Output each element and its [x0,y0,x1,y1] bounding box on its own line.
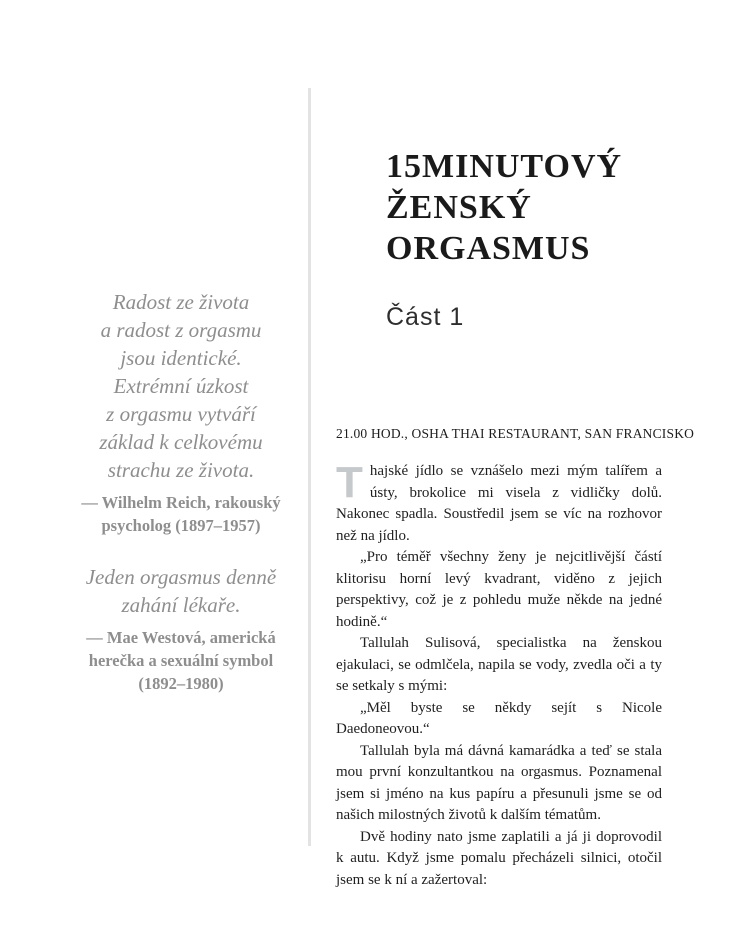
quote-line: z orgasmu vytváří [106,402,256,426]
quote-line: Extrémní úzkost [113,374,249,398]
chapter-title-line: ŽENSKÝ [386,189,532,226]
paragraph-text: hajské jídlo se vznášelo mezi mým talířem a ústy, brokolice mi visela z vidličky dolů. Nakonec spadla. Soustředil jsem se víc na rozhovor než na jídlo. [336,463,662,544]
epigraph-column [56,288,306,695]
quote-line: Jeden orgasmus denně [85,565,277,589]
drop-cap: T [336,458,363,507]
quote-line: a radost z orgasmu [100,318,262,342]
attribution-line: (1892–1980) [138,674,224,693]
quote-line: strachu ze života. [107,458,255,482]
chapter-column [336,0,695,891]
quote-line: základ k celkovému [99,430,263,454]
quote-line: jsou identické. [120,346,242,370]
body-text [336,458,662,891]
paragraph: Tallulah Sulisová, specialistka na ženskou ejakulaci, se odmlčela, napila se vody, zvedla oči a ty se setkaly s mými: [336,635,662,694]
attribution-line: — Mae Westová, americká [86,628,276,647]
paragraph: Dvě hodiny nato jsme zaplatili a já ji doprovodil k autu. Když jsme pomalu přecházeli silnici, otočil jsem se k ní a zažertoval: [336,828,662,888]
epigraph-quote [56,563,306,695]
paragraph [336,458,662,547]
epigraph-quote [56,288,306,537]
chapter-title [386,0,662,269]
paragraph: „Měl byste se někdy sejít s Nicole Daedoneovou.“ [336,699,662,737]
attribution-line: — Wilhelm Reich, rakouský [81,493,281,512]
part-label: Část 1 [386,303,465,331]
column-divider [308,88,311,846]
quote-line: zahání lékaře. [121,593,241,617]
attribution-line: psycholog (1897–1957) [101,516,261,535]
quote-attribution [56,626,306,695]
paragraph: „Pro téměř všechny ženy je nejcitlivější částí klitorisu horní levý kvadrant, viděno z jejich perspektivy, což je z pohledu muže někde na jedné hodině.“ [336,549,662,630]
paragraph: Tallulah byla má dávná kamarádka a teď se stala mou první konzultantkou na orgasmus. Poznamenal jsem si jméno na kus papíru a přesunuli jsme se od našich milostných životů k dalším tématům. [336,742,662,823]
attribution-line: herečka a sexuální symbol [88,651,274,670]
chapter-title-line: ORGASMUS [386,230,591,267]
quote-line: Radost ze života [112,290,250,314]
chapter-title-line: 15MINUTOVÝ [386,148,623,185]
quote-attribution [56,491,306,537]
section-heading: 21.00 HOD., OSHA THAI RESTAURANT, SAN FRANCISKO [336,426,695,441]
